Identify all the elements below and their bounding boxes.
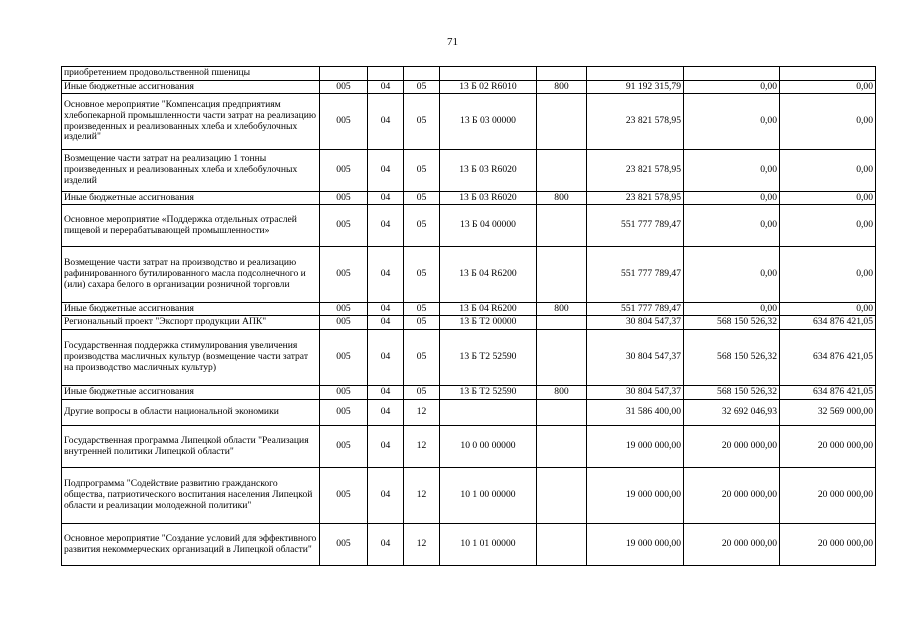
cell-expense-type: 800: [537, 303, 587, 316]
budget-table-body: [62, 67, 876, 566]
table-row: [62, 400, 876, 426]
cell-sum-year-1: 19 000 000,00: [587, 524, 684, 566]
table-row: [62, 386, 876, 400]
cell-section: 04: [368, 192, 404, 205]
cell-sum-year-3: 0,00: [780, 247, 876, 303]
cell-name: Иные бюджетные ассигнования: [62, 303, 320, 316]
cell-sum-year-2: 0,00: [684, 247, 780, 303]
cell-sum-year-2: 568 150 526,32: [684, 316, 780, 330]
cell-sum-year-1: 23 821 578,95: [587, 192, 684, 205]
table-row: [62, 94, 876, 150]
cell-name: Подпрограмма "Содействие развитию гражданского общества, патриотического воспитания населения Липецкой области и реализации молодежной политики": [62, 468, 320, 524]
cell-target-article: 13 Б T2 52590: [440, 386, 537, 400]
cell-section: 04: [368, 524, 404, 566]
cell-name: Возмещение части затрат на производство и реализацию рафинированного бутилированного масла подсолнечного и (или) сахара белого в организации розничной торговли: [62, 247, 320, 303]
cell-name: Государственная поддержка стимулирования увеличения производства масличных культур (возмещение части затрат на производство масличных культур): [62, 330, 320, 386]
cell-expense-type: [537, 94, 587, 150]
cell-target-article: [440, 400, 537, 426]
cell-admin-code: 005: [320, 524, 368, 566]
cell-sum-year-1: 30 804 547,37: [587, 386, 684, 400]
table-row: [62, 316, 876, 330]
cell-sum-year-1: 30 804 547,37: [587, 330, 684, 386]
cell-sum-year-1: 23 821 578,95: [587, 150, 684, 192]
cell-sum-year-2: 0,00: [684, 150, 780, 192]
cell-expense-type: 800: [537, 386, 587, 400]
page-number: 71: [447, 36, 458, 48]
cell-admin-code: 005: [320, 247, 368, 303]
cell-sum-year-3: 634 876 421,05: [780, 386, 876, 400]
cell-name: Государственная программа Липецкой области "Реализация внутренней политики Липецкой области": [62, 426, 320, 468]
cell-name: Иные бюджетные ассигнования: [62, 81, 320, 94]
table-row: [62, 524, 876, 566]
cell-sum-year-2: 20 000 000,00: [684, 426, 780, 468]
cell-subsection: 12: [404, 468, 440, 524]
cell-admin-code: 005: [320, 468, 368, 524]
cell-subsection: 05: [404, 386, 440, 400]
cell-name: Другие вопросы в области национальной экономики: [62, 400, 320, 426]
cell-section: 04: [368, 247, 404, 303]
table-row: [62, 468, 876, 524]
cell-target-article: 10 1 01 00000: [440, 524, 537, 566]
cell-sum-year-2: 0,00: [684, 205, 780, 247]
cell-section: 04: [368, 468, 404, 524]
cell-expense-type: 800: [537, 81, 587, 94]
cell-expense-type: [537, 524, 587, 566]
cell-sum-year-1: 91 192 315,79: [587, 81, 684, 94]
cell-sum-year-3: 0,00: [780, 192, 876, 205]
cell-sum-year-1: [587, 67, 684, 81]
cell-subsection: 05: [404, 330, 440, 386]
cell-sum-year-3: 0,00: [780, 205, 876, 247]
cell-sum-year-2: [684, 67, 780, 81]
cell-subsection: 05: [404, 150, 440, 192]
cell-target-article: 13 Б 04 R6200: [440, 247, 537, 303]
cell-sum-year-3: 0,00: [780, 94, 876, 150]
cell-admin-code: [320, 67, 368, 81]
cell-section: 04: [368, 386, 404, 400]
cell-target-article: 13 Б T2 00000: [440, 316, 537, 330]
cell-section: 04: [368, 94, 404, 150]
cell-sum-year-3: 0,00: [780, 150, 876, 192]
cell-sum-year-1: 551 777 789,47: [587, 247, 684, 303]
cell-name: Региональный проект "Экспорт продукции АПК": [62, 316, 320, 330]
cell-sum-year-1: 31 586 400,00: [587, 400, 684, 426]
cell-subsection: [404, 67, 440, 81]
cell-expense-type: [537, 426, 587, 468]
cell-admin-code: 005: [320, 150, 368, 192]
cell-target-article: 13 Б 04 00000: [440, 205, 537, 247]
cell-subsection: 05: [404, 316, 440, 330]
table-row: [62, 67, 876, 81]
table-row: [62, 205, 876, 247]
table-row: [62, 426, 876, 468]
cell-subsection: 05: [404, 81, 440, 94]
cell-admin-code: 005: [320, 316, 368, 330]
cell-sum-year-3: 634 876 421,05: [780, 316, 876, 330]
cell-expense-type: [537, 205, 587, 247]
cell-name: Иные бюджетные ассигнования: [62, 192, 320, 205]
table-row: [62, 150, 876, 192]
cell-expense-type: [537, 150, 587, 192]
cell-expense-type: [537, 247, 587, 303]
cell-section: 04: [368, 205, 404, 247]
cell-section: 04: [368, 150, 404, 192]
cell-subsection: 05: [404, 205, 440, 247]
cell-admin-code: 005: [320, 426, 368, 468]
cell-target-article: 13 Б T2 52590: [440, 330, 537, 386]
cell-expense-type: [537, 67, 587, 81]
cell-section: [368, 67, 404, 81]
cell-target-article: 13 Б 04 R6200: [440, 303, 537, 316]
cell-subsection: 12: [404, 400, 440, 426]
cell-target-article: 13 Б 03 00000: [440, 94, 537, 150]
cell-name: Возмещение части затрат на реализацию 1 тонны произведенных и реализованных хлеба и хлебобулочных изделий: [62, 150, 320, 192]
table-row: [62, 81, 876, 94]
cell-admin-code: 005: [320, 386, 368, 400]
cell-sum-year-1: 551 777 789,47: [587, 303, 684, 316]
cell-target-article: 13 Б 03 R6020: [440, 150, 537, 192]
cell-subsection: 12: [404, 426, 440, 468]
cell-subsection: 05: [404, 94, 440, 150]
cell-subsection: 12: [404, 524, 440, 566]
cell-admin-code: 005: [320, 400, 368, 426]
cell-sum-year-1: 19 000 000,00: [587, 426, 684, 468]
cell-sum-year-2: 0,00: [684, 94, 780, 150]
cell-section: 04: [368, 330, 404, 386]
cell-admin-code: 005: [320, 330, 368, 386]
cell-target-article: 13 Б 02 R6010: [440, 81, 537, 94]
cell-name: Основное мероприятие «Поддержка отдельных отраслей пищевой и перерабатывающей промышленности»: [62, 205, 320, 247]
cell-sum-year-1: 19 000 000,00: [587, 468, 684, 524]
cell-sum-year-2: 568 150 526,32: [684, 330, 780, 386]
cell-subsection: 05: [404, 303, 440, 316]
cell-sum-year-3: 0,00: [780, 81, 876, 94]
cell-sum-year-3: 20 000 000,00: [780, 524, 876, 566]
cell-admin-code: 005: [320, 303, 368, 316]
table-row: [62, 330, 876, 386]
cell-target-article: 10 0 00 00000: [440, 426, 537, 468]
cell-admin-code: 005: [320, 205, 368, 247]
cell-section: 04: [368, 303, 404, 316]
cell-sum-year-3: [780, 67, 876, 81]
cell-sum-year-2: 0,00: [684, 192, 780, 205]
cell-subsection: 05: [404, 247, 440, 303]
cell-sum-year-2: 0,00: [684, 303, 780, 316]
cell-admin-code: 005: [320, 192, 368, 205]
cell-sum-year-2: 32 692 046,93: [684, 400, 780, 426]
cell-sum-year-2: 568 150 526,32: [684, 386, 780, 400]
table-row: [62, 303, 876, 316]
cell-section: 04: [368, 316, 404, 330]
cell-admin-code: 005: [320, 81, 368, 94]
cell-section: 04: [368, 400, 404, 426]
cell-target-article: 10 1 00 00000: [440, 468, 537, 524]
cell-name: Иные бюджетные ассигнования: [62, 386, 320, 400]
cell-sum-year-3: 20 000 000,00: [780, 468, 876, 524]
cell-name: Основное мероприятие "Компенсация предприятиям хлебопекарной промышленности части затрат на реализацию произведенных и реализованных хлеба и хлебобулочных изделий": [62, 94, 320, 150]
cell-sum-year-3: 20 000 000,00: [780, 426, 876, 468]
cell-expense-type: [537, 400, 587, 426]
cell-sum-year-3: 634 876 421,05: [780, 330, 876, 386]
cell-sum-year-3: 0,00: [780, 303, 876, 316]
cell-expense-type: 800: [537, 192, 587, 205]
cell-sum-year-3: 32 569 000,00: [780, 400, 876, 426]
cell-sum-year-1: 551 777 789,47: [587, 205, 684, 247]
cell-target-article: [440, 67, 537, 81]
cell-sum-year-2: 0,00: [684, 81, 780, 94]
table-row: [62, 192, 876, 205]
cell-admin-code: 005: [320, 94, 368, 150]
cell-sum-year-1: 23 821 578,95: [587, 94, 684, 150]
cell-sum-year-1: 30 804 547,37: [587, 316, 684, 330]
cell-sum-year-2: 20 000 000,00: [684, 468, 780, 524]
table-row: [62, 247, 876, 303]
cell-target-article: 13 Б 03 R6020: [440, 192, 537, 205]
cell-expense-type: [537, 316, 587, 330]
cell-section: 04: [368, 81, 404, 94]
cell-section: 04: [368, 426, 404, 468]
cell-name: приобретением продовольственной пшеницы: [62, 67, 320, 81]
cell-expense-type: [537, 468, 587, 524]
cell-sum-year-2: 20 000 000,00: [684, 524, 780, 566]
cell-subsection: 05: [404, 192, 440, 205]
cell-name: Основное мероприятие "Создание условий для эффективного развития некоммерческих организаций в Липецкой области": [62, 524, 320, 566]
budget-table: [61, 66, 876, 566]
cell-expense-type: [537, 330, 587, 386]
